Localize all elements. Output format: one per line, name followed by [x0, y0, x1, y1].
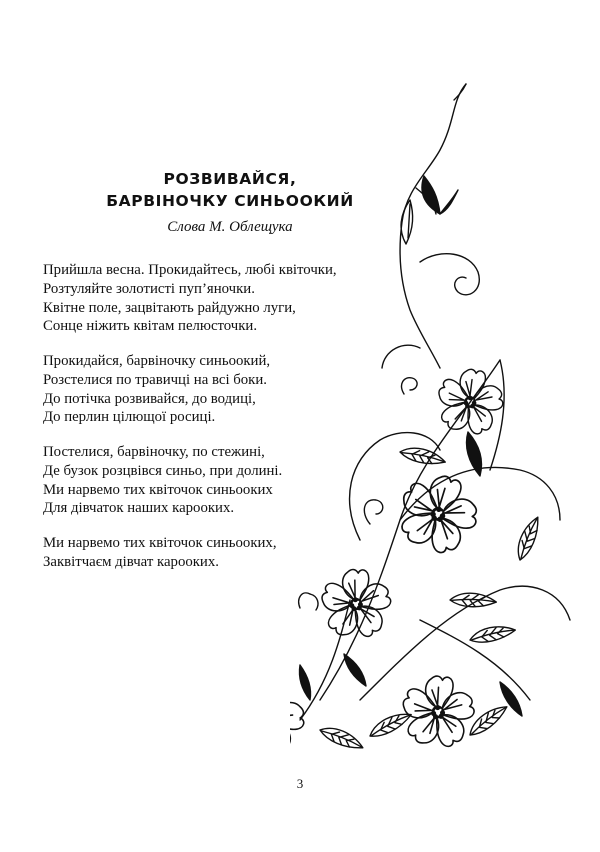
- stanza-line: Сонце ніжить квітам пелюсточки.: [43, 318, 258, 335]
- stanza-line: Постелися, барвіночку, по стежині,: [43, 444, 265, 460]
- periwinkle-floral-ornament-icon: [290, 60, 600, 780]
- poem-title-line-1: РОЗВИВАЙСЯ,: [163, 170, 297, 188]
- stanza-line: Розстелися по травичці на всі боки.: [43, 371, 267, 388]
- page-number: 3: [296, 776, 304, 791]
- poem-author: Слова М. Облещука: [167, 219, 293, 235]
- poem-title-line-2: БАРВІНОЧКУ СИНЬООКИЙ: [106, 192, 354, 210]
- stanza-line: Для дівчаток наших карооких.: [43, 500, 235, 517]
- stanza-line: Квітне поле, зацвітають райдужно луги,: [43, 299, 296, 316]
- stanza-line: Де бузок розцвівся синьо, при долині.: [43, 462, 283, 479]
- stanza-line: До перлин цілющої росиці.: [43, 409, 216, 426]
- stanza-line: Ми нарвемо тих квіточок синьооких,: [43, 535, 277, 551]
- stanza-line: Прийшла весна. Прокидайтесь, любі квіточки,: [43, 262, 337, 278]
- stanza-line: Заквітчаєм дівчат карооких.: [43, 553, 219, 570]
- stanza-line: До потічка розвивайся, до водиці,: [43, 390, 256, 407]
- stanza-line: Прокидайся, барвіночку синьоокий,: [43, 353, 271, 369]
- stanza-line: Розтуляйте золотисті пуп’яночки.: [43, 280, 255, 297]
- stanza-line: Ми нарвемо тих квіточок синьооких: [43, 481, 273, 498]
